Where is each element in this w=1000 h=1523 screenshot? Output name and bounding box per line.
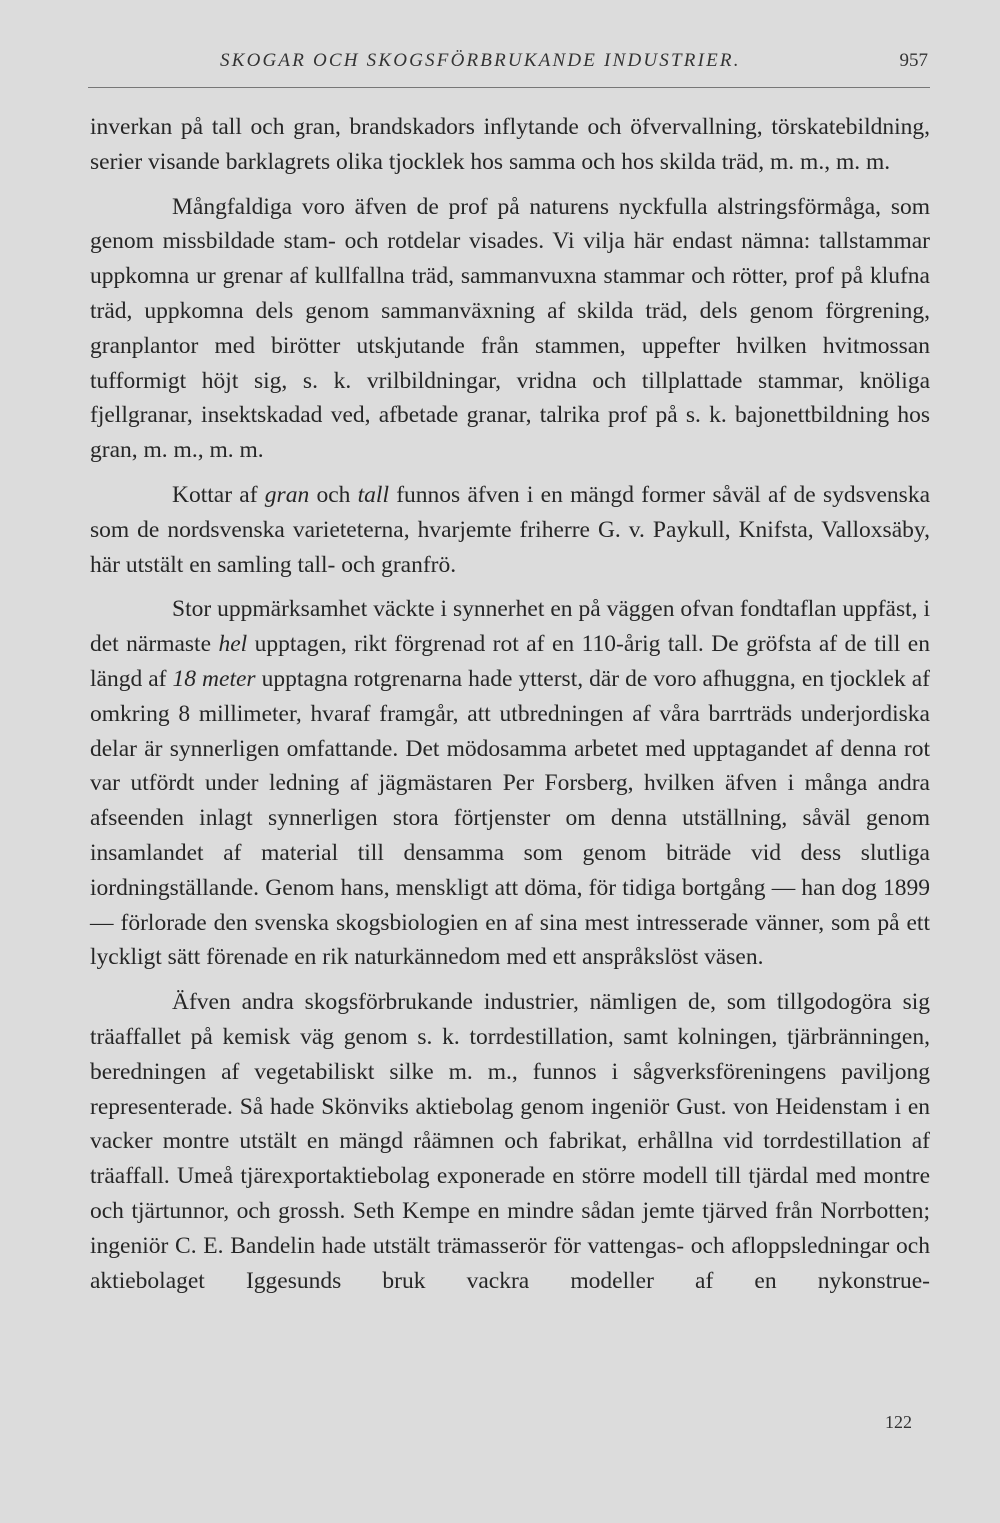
- italic-term: 18 meter: [172, 665, 256, 692]
- page-number: 957: [899, 50, 928, 71]
- paragraph-industrier: Äfven andra skogsförbrukande industrier, nämligen de, som tillgodogöra sig träaffallet på kemisk väg genom s. k. torrdestillation, samt kolningen, tjärbränningen, beredningen af vegetabiliskt silke m. m., funnos i sågverksföreningens paviljong representerade. Så hade Skönviks aktiebolag genom ingeniör Gust. von Heidenstam i en vacker montre utstält en mängd råämnen och fabrikat, erhållna vid torrdestillation af träaffall. Umeå tjärexportaktiebolag exponerade en större modell till tjärdal med montre och tjärtunnor, och grossh. Seth Kempe en mindre sådan jemte tjärved från Norrbotten; ingeniör C. E. Bandelin hade utstält trämasserör för vattengas- och afloppsledningar och aktiebolaget Iggesunds bruk vackra modeller af en nykonstrue-: [90, 989, 930, 1294]
- signature-mark: 122: [885, 1412, 912, 1432]
- paragraph-rot: Stor uppmärksamhet väckte i synnerhet en på väggen ofvan fondtaflan uppfäst, i det närmaste hel upptagen, rikt förgrenad rot af en 110-årig tall. De gröfsta af de till en längd af 18 meter upptagna rotgrenarna hade ytterst, där de voro afhuggna, en tjocklek af omkring 8 millimeter, hvaraf framgår, att utbredningen af våra barrträds underjordiska delar är synnerligen omfattande. Det mödosamma arbetet med upptagandet af denna rot var utfördt under ledning af jägmästaren Per Forsberg, hvilken äfven i många andra afseenden inlagt synnerligen stora förtjenster om denna utställning, såväl genom insamlandet af material till densamma som genom biträde vid dess slutliga iordningställande. Genom hans, menskligt att döma, för tidiga bortgång — han dog 1899 — förlorade den svenska skogsbiologien en af sina mest intresserade vänner, som på ett lyckligt sätt förenade en rik naturkännedom med ett anspråkslöst väsen.: [90, 596, 931, 971]
- paragraph-missbildningar: Mångfaldiga voro äfven de prof på naturens nyckfulla alstringsförmåga, som genom missbildade stam- och rotdelar visades. Vi vilja här endast nämna: tallstammar uppkomna ur grenar af kullfallna träd, sammanvuxna stammar och rötter, prof på klufna träd, uppkomna dels genom sammanväxning af skilda träd, dels genom förgrening, granplantor med birötter utskjutande från stammen, uppefter hvilken hvitmossan tufformigt höjt sig, s. k. vrilbildningar, vridna och tillplattade stammar, knöliga fjellgranar, insektskadad ved, afbetade granar, talrika prof på s. k. bajonettbildning hos gran, m. m., m. m.: [90, 193, 930, 464]
- italic-term: gran: [264, 481, 310, 508]
- paragraph-continuation: inverkan på tall och gran, brandskadors inflytande och öfvervallning, törskatebildning, serier visande barklagrets olika tjocklek hos samma och hos skilda träd, m. m., m. m.: [90, 114, 930, 175]
- italic-term: hel: [218, 631, 248, 658]
- italic-term: tall: [357, 481, 389, 508]
- running-head: SKOGAR OCH SKOGSFÖRBRUKANDE INDUSTRIER.: [220, 50, 741, 71]
- paragraph-kottar: Kottar af gran och tall funnos äfven i en mängd former såväl af de sydsvenska som de nordsvenska varieteterna, hvarjemte friherre G. v. Paykull, Knifsta, Valloxsäby, här utstält en samling tall- och granfrö.: [90, 481, 931, 578]
- header-rule: [88, 87, 930, 88]
- page-header: [88, 50, 930, 80]
- body-text: [90, 110, 930, 1298]
